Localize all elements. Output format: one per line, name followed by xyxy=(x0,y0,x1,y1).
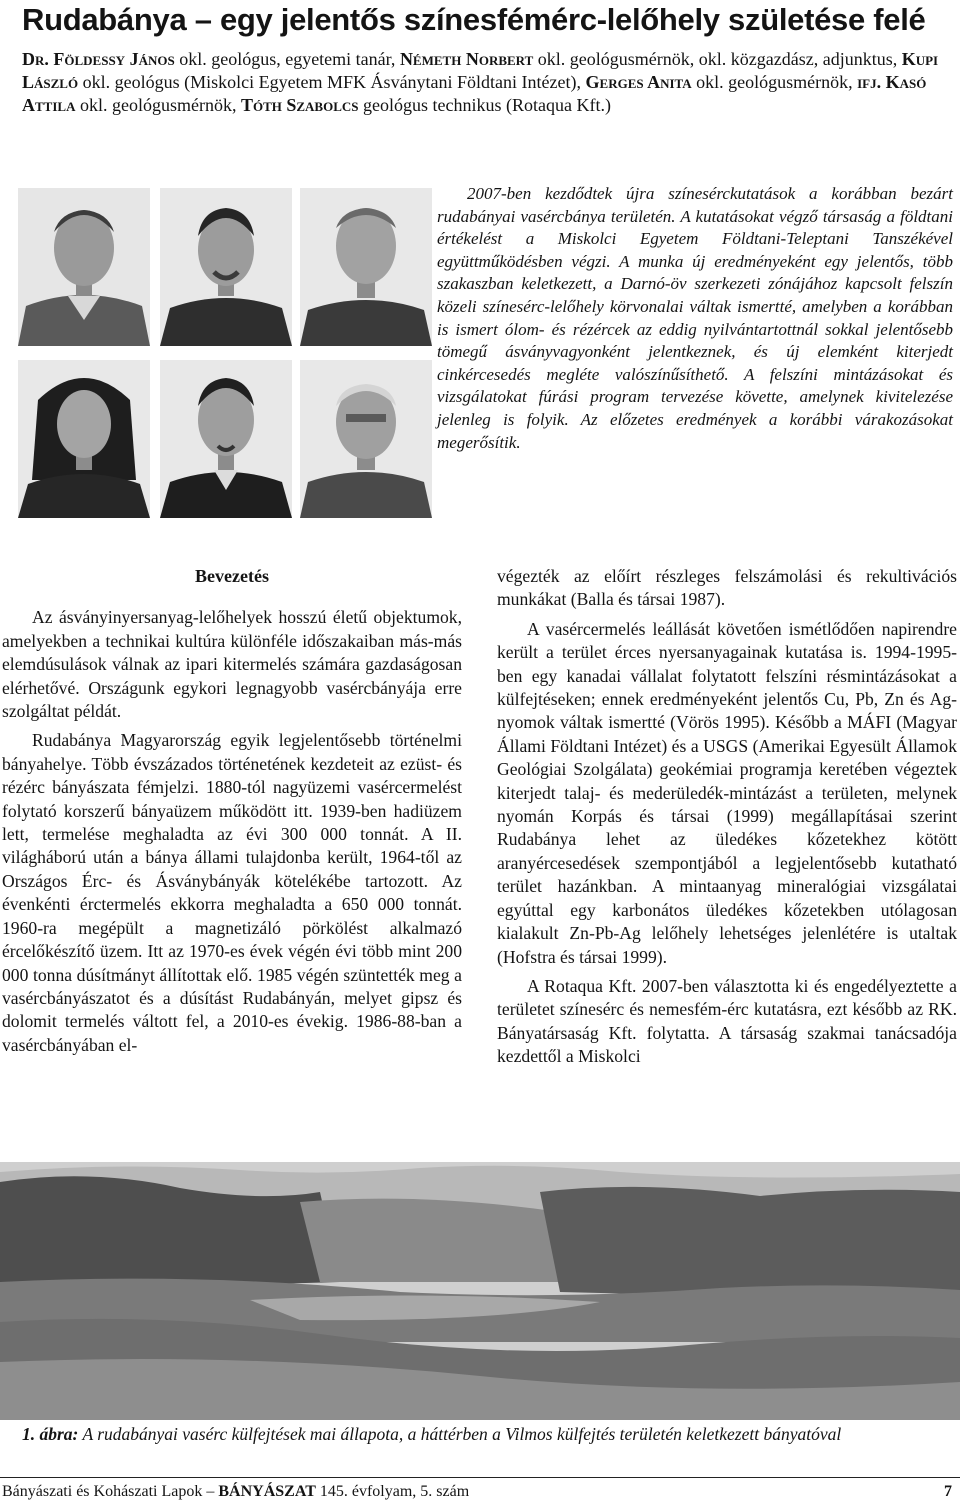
section-heading: Bevezetés xyxy=(195,566,269,586)
author-photos xyxy=(0,185,435,520)
author-affiliation: okl. geológus, egyetemi tanár, xyxy=(174,49,400,69)
paragraph: végezték az előírt részleges felszámolási és rekultivációs munkákat (Balla és társai 1987). xyxy=(497,566,957,610)
author-portrait xyxy=(300,360,432,518)
journal-name: Bányászati és Kohászati Lapok – xyxy=(2,1483,219,1500)
paragraph: Rudabánya Magyarország egyik legjelentősebb történelmi bányahelye. Több évszázados történetének kezdeteit az ezüst- és rézérc bányászata fémjelzi. 1880-tól nagyüzemi vasércermelést folytató korszerű bányaüzem működött itt. 1939-ben hadiüzem lett, termelése meghaladta az évi 300 000 tonnát. A II. világháború után a bánya állami tulajdonba került, 1964-től az Országos Érc- és Ásványbányák kötelékébe tartozott. Az évenkénti érctermelés ekkorra meghaladta a 650 000 tonnát. 1960-ra megépült a magnetizáló pörkölést alkalmazó ércelőkészítő üzem. Itt az 1970-es évek végén évi több mint 200 000 tonna dúsítmányt állítottak elő. 1985 végén szüntették meg a vasércbányászatot és a dúsítást Rudabányán, melyet gipsz és dolomit termelés váltott fel, a 2010-es évekig. 1986-88-ban a vasércbányában el- xyxy=(2,730,462,1055)
author-affiliation: geológus technikus (Rotaqua Kft.) xyxy=(358,95,611,115)
author-name: Dr. Földessy János xyxy=(22,49,175,69)
footer-divider xyxy=(0,1477,960,1478)
abstract: 2007-ben kezdődtek újra színesérckutatások a korábban bezárt rudabányai vasércbánya területén. A kutatásokat végző társaság a földtani értékelést a Miskolci Egyetem Földtani-Teleptani Tanszékével együttműködésben végzi. A munka új eredményeként egy jelentős, több szakaszban keletkezett, a Darnó-öv szerkezeti zónájához kapcsolt felszín közeli színesérc-lelőhely körvonalai váltak ismertté, amelyben a korábban is ismert ólom- és rézércek az eddig nyilvántartottnál sokkal jelentősebb tömegű ásványvagyonként jelentkeznek, és új elemként kiterjedt cinkércesedés megléte valószínűsíthető. A felszíni mintázásokat és vizsgálatokat fúrási program tervezése követte, amelynek kivitelezése jelenleg is folyik. Az előzetes eredmények a korábbi várakozásokat megerősítik. xyxy=(437,184,953,452)
author-portrait xyxy=(300,188,432,346)
paragraph: A Rotaqua Kft. 2007-ben választotta ki és engedélyeztette a területet színesérc és nemesfém-érc kutatásra, ezt később az RK. Bányatársaság Kft. folytatta. A társaság szakmai tanácsadója kezdettől a Miskolci xyxy=(497,975,957,1067)
author-name: Tóth Szabolcs xyxy=(240,95,359,115)
author-portrait xyxy=(18,360,150,518)
paragraph: Az ásványinyersanyag-lelőhelyek hosszú életű objektumok, amelyekben a technikai kultúra különféle időszakaiban más-más elemdúsulások válnak az ipari kitermelés számára gazdaságosan elérhetővé. Országunk egykori legnagyobb vasércbányája erre szolgáltat példát. xyxy=(2,607,462,722)
page-number: 7 xyxy=(944,1483,952,1500)
paragraph: A vasércermelés leállását követően ismétlődően napirendre került a terület érces nyersanyagainak kutatása is. 1994-1995-ben egy kanadai vállalat folytatott felszíni résmintázásokat a külfejtéseken; ennek eredményeként jelentős Cu, Pb, Zn és Ag-nyomok váltak ismertté (Vörös 1995). Később a MÁFI (Magyar Állami Földtani Intézet) és a USGS (Amerikai Egyesült Államok Geológiai Szolgálata) geokémiai programja keretében végeztek kiterjedt talaj- és mederüledék-mintázást a területen, melynek nyomán Korpás és társai (1999) megállapításai szerint Rudabánya lehet az üledékes kőzetekhez kötött aranyércesedések szempontjából a legjelentősebb kutatható terület hazánkban. A mintaanyag mineralógiai vizsgálatai egyúttal egy karbonátos üledékes kőzetekben utólagosan kialakult Zn-Pb-Ag lelőhely lehetséges jelenlétére is utaltak (Hofstra és társai 1999). xyxy=(497,618,957,967)
page-footer xyxy=(2,1483,952,1501)
author-portrait xyxy=(18,188,150,346)
figure-caption xyxy=(22,1424,952,1445)
author-portrait xyxy=(160,360,292,518)
figure-label: 1. ábra: xyxy=(22,1424,79,1444)
author-list xyxy=(22,48,940,117)
author-name: Gerges Anita xyxy=(585,72,692,92)
author-name: Németh Norbert xyxy=(399,49,534,69)
author-portrait xyxy=(160,188,292,346)
author-affiliation: okl. geológusmérnök, xyxy=(691,72,858,92)
author-affiliation: okl. geológusmérnök, okl. közgazdász, adjunktus, xyxy=(533,49,902,69)
body-column-right xyxy=(497,565,957,1069)
journal-brand: BÁNYÁSZAT xyxy=(218,1483,316,1500)
author-name: Kupi László xyxy=(22,49,939,92)
body-column-left xyxy=(2,565,462,1057)
journal-issue: 145. évfolyam, 5. szám xyxy=(315,1483,470,1500)
figure-caption-text: A rudabányai vasérc külfejtések mai állapota, a háttérben a Vilmos külfejtés területén keletkezett bányatóval xyxy=(78,1424,842,1444)
figure-photo-quarry xyxy=(0,1162,960,1420)
author-affiliation: okl. geológus (Miskolci Egyetem MFK Ásványtani Földtani Intézet), xyxy=(78,72,586,92)
author-affiliation: okl. geológusmérnök, xyxy=(75,95,241,115)
author-name: ifj. Kasó Attila xyxy=(22,72,927,115)
article-title: Rudabánya – egy jelentős színesfémérc-lelőhely születése felé xyxy=(22,2,926,37)
